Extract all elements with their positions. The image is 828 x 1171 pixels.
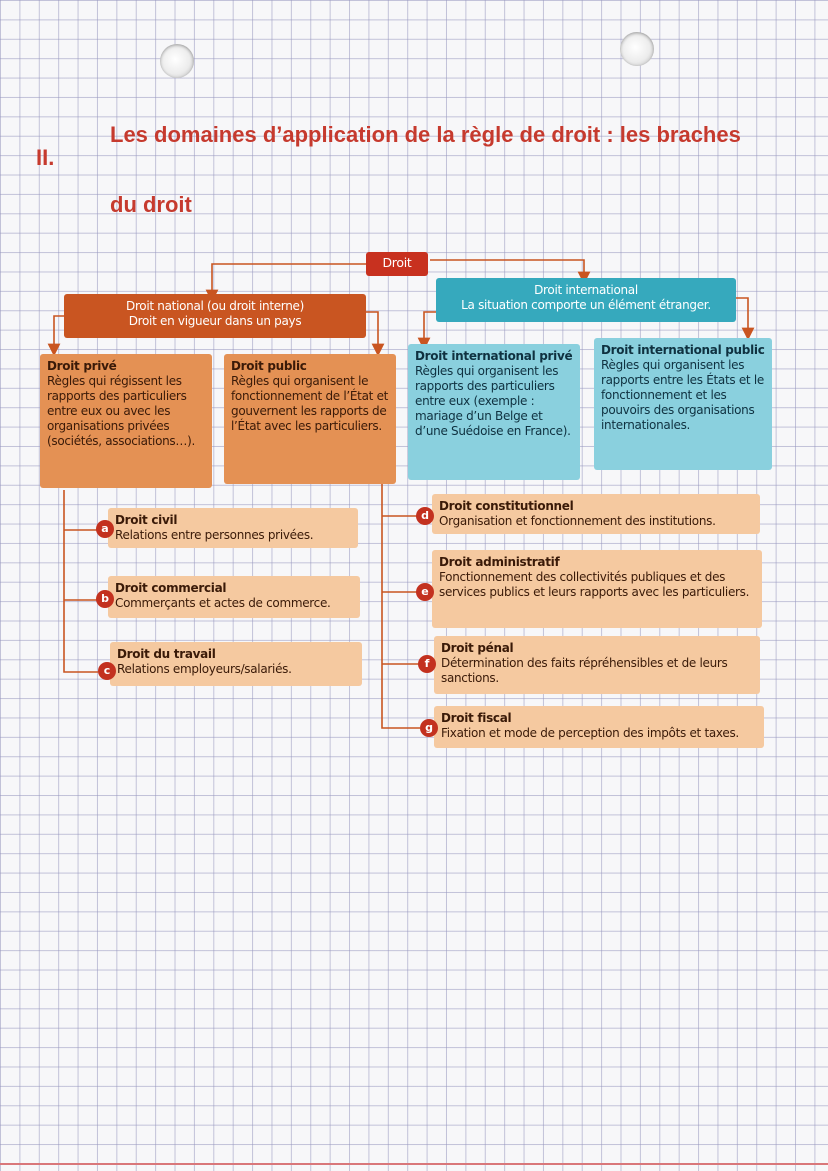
badge-b: b [96,590,114,608]
badge-d: d [416,507,434,525]
branch-g-title: Droit fiscal [441,711,512,725]
prive-node [40,354,212,488]
national-title: Droit national (ou droit interne) [126,299,304,313]
international-title: Droit international [534,283,638,297]
branch-f-title: Droit pénal [441,641,514,655]
branch-droit-administratif [432,550,762,628]
section-heading-line2: du droit [110,192,192,217]
branch-f-desc: Détermination des faits répréhensibles et de leurs sanctions. [441,656,728,685]
root-node: Droit [366,252,428,276]
prive-title: Droit privé [47,359,117,373]
national-node [64,294,366,338]
badge-c: c [98,662,116,680]
badge-g: g [420,719,438,737]
public-title: Droit public [231,359,307,373]
branch-c-title: Droit du travail [117,647,216,661]
page-bottom-margin-line [0,1163,828,1165]
prive-desc: Règles qui régissent les rapports des particuliers entre eux ou avec les organisations privées (sociétés, associations…). [47,374,195,448]
international-node [436,278,736,322]
badge-a: a [96,520,114,538]
branch-b-title: Droit commercial [115,581,227,595]
branch-d-title: Droit constitutionnel [439,499,574,513]
branch-droit-constitutionnel [432,494,760,534]
branch-a-title: Droit civil [115,513,178,527]
int-prive-title: Droit international privé [415,349,573,363]
branch-droit-commercial [108,576,360,618]
branch-droit-penal [434,636,760,694]
branch-droit-fiscal [434,706,764,748]
int-prive-node [408,344,580,480]
branch-d-desc: Organisation et fonctionnement des institutions. [439,514,716,528]
branch-e-title: Droit administratif [439,555,560,569]
int-public-desc: Règles qui organisent les rapports entre les États et le fonctionnement et les pouvoirs des organisations internationales. [601,358,764,432]
branch-e-desc: Fonctionnement des collectivités publiques et des services publics et leurs rapports avec les particuliers. [439,570,750,599]
national-subtitle: Droit en vigueur dans un pays [128,314,302,328]
public-desc: Règles qui organisent le fonctionnement de l’État et gouvernent les rapports de l’État avec les particuliers. [231,374,389,433]
branch-droit-civil [108,508,358,548]
badge-e: e [416,583,434,601]
public-node [224,354,396,484]
badge-f: f [418,655,436,673]
section-heading-line1: Les domaines d’application de la règle de droit : les braches [110,122,741,147]
branch-g-desc: Fixation et mode de perception des impôts et taxes. [441,726,739,740]
section-number: II. [36,145,55,170]
branch-droit-du-travail [110,642,362,686]
branch-a-desc: Relations entre personnes privées. [115,528,314,542]
int-public-node [594,338,772,470]
international-subtitle: La situation comporte un élément étranger. [461,298,711,312]
int-prive-desc: Règles qui organisent les rapports des particuliers entre eux (exemple : mariage d’un Belge et d’une Suédoise en France). [415,364,571,438]
branch-c-desc: Relations employeurs/salariés. [117,662,292,676]
int-public-title: Droit international public [601,343,765,357]
branch-b-desc: Commerçants et actes de commerce. [115,596,331,610]
